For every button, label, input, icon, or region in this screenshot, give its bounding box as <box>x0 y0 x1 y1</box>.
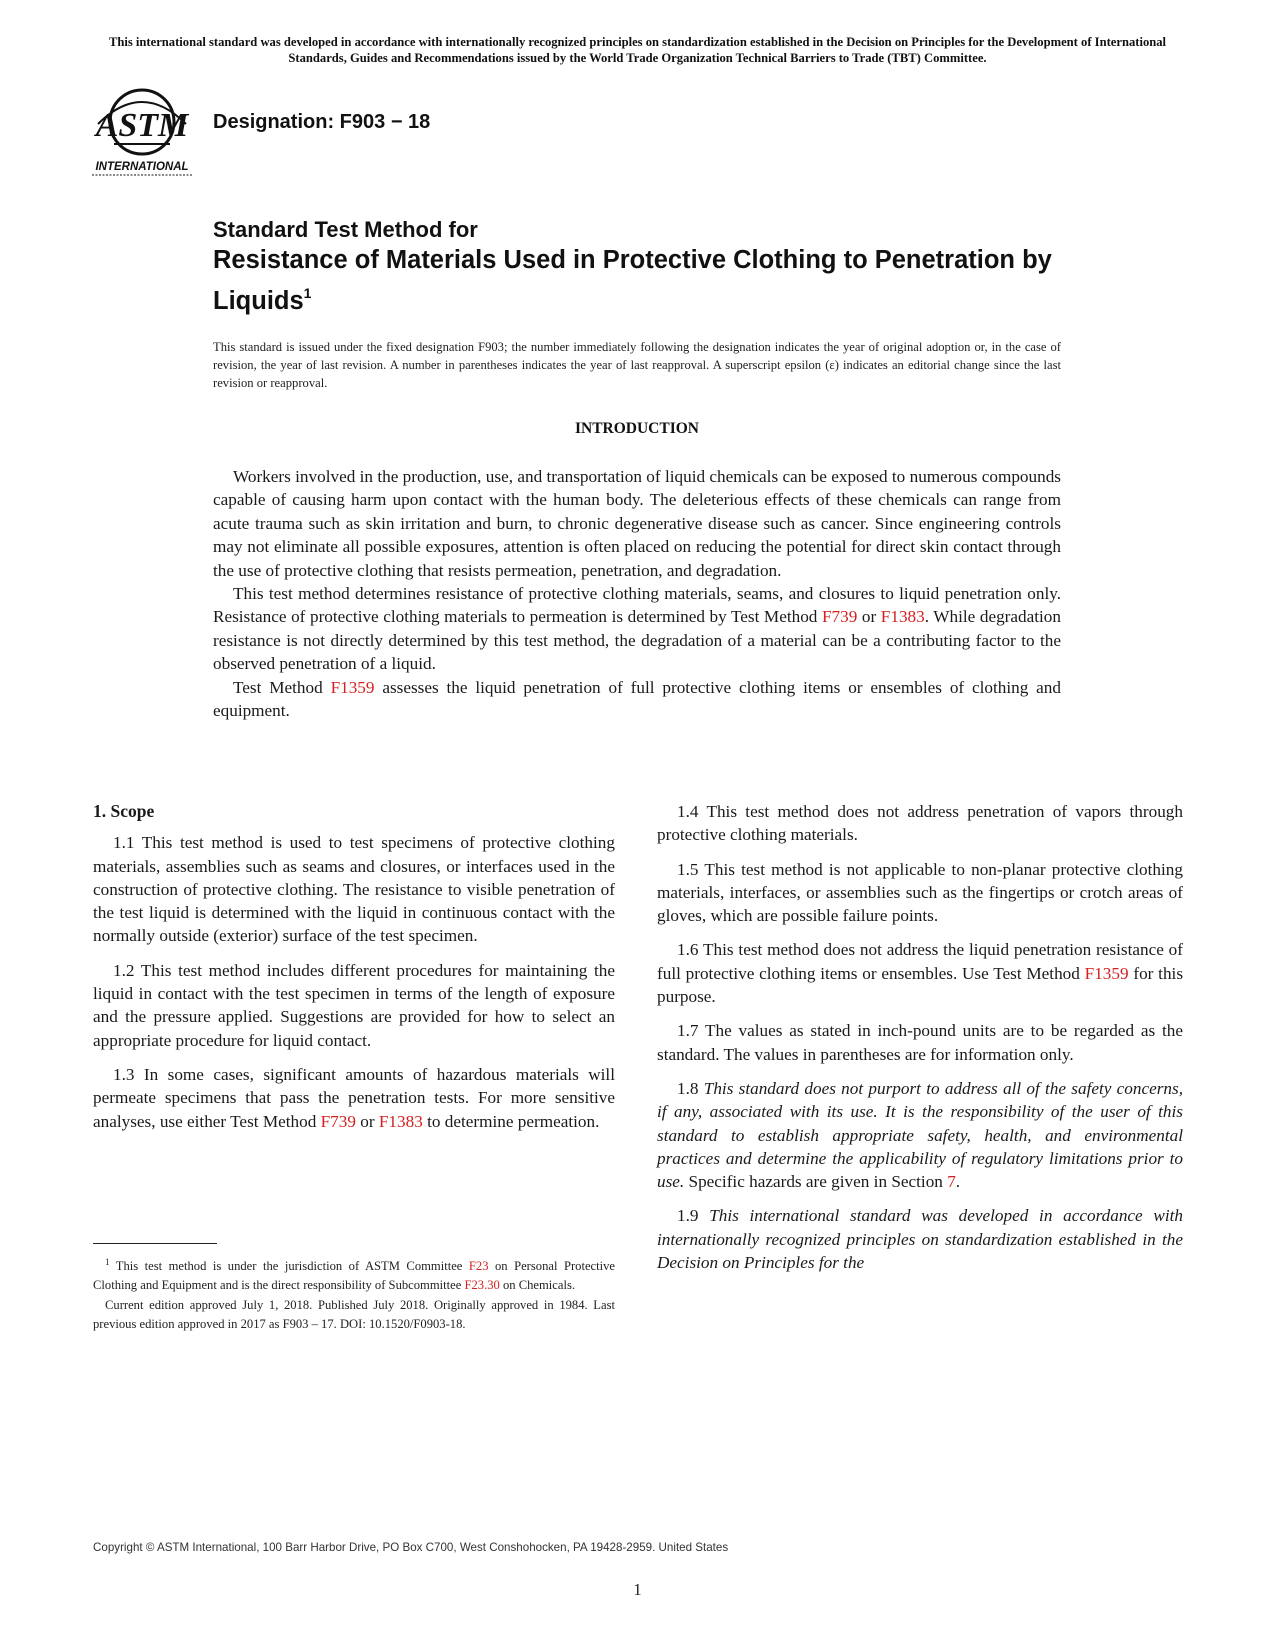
introduction-heading: INTRODUCTION <box>574 420 699 437</box>
footnotes <box>93 1253 615 1335</box>
footnote-1: $^1$ This test method is under the jurisdiction of ASTM Committee F23 on Personal Protective Clothing and Equipment and is the direct responsibility of Subcommittee F23.30 on Chemicals. <box>93 1257 616 1292</box>
ref-link-f1359[interactable]: F1359 <box>1084 963 1129 983</box>
ref-link-f23[interactable]: F23 <box>468 1259 489 1274</box>
title-line-1: Standard Test Method for <box>213 217 478 242</box>
footnote-divider <box>93 1243 217 1244</box>
logo-letters: ASTM <box>95 107 189 144</box>
section-1-7: 1.7 The values as stated in inch-pound units are to be regarded as the standard. The values in parentheses are for information only. <box>657 1021 1183 1064</box>
intro-paragraph-3: Test Method F1359 assesses the liquid penetration of full protective clothing items or ensembles of clothing and equipment. <box>213 677 1061 721</box>
title-main: Resistance of Materials Used in Protective Clothing to Penetration by Liquids <box>213 246 1052 315</box>
ref-link-f23-30[interactable]: F23.30 <box>464 1277 500 1292</box>
introduction <box>213 465 1061 722</box>
ref-link-f739[interactable]: F739 <box>320 1111 356 1131</box>
page-number: 1 <box>633 1580 642 1599</box>
designation: Designation: F903 − 18 <box>213 111 431 133</box>
issue-note: This standard is issued under the fixed designation F903; the number immediately following the designation indicates the year of original adoption or, in the case of revision, the year of last revision. A number in parentheses indicates the year of last reapproval. A superscript epsilon (ε) indicates an editorial change since the last revision or reapproval. <box>213 340 1061 390</box>
left-column <box>93 800 615 1144</box>
top-notice: This international standard was developed in accordance with internationally recognized principles on standardization established in the Decision on Principles for the Development of International Standards, Guides and Recommendations issued by the World Trade Organization Technical Barriers to Trade (TBT) Committee. <box>108 35 1167 65</box>
footnote-edition: Current edition approved July 1, 2018. Published July 2018. Originally approved in 1984. Last previous edition approved in 2017 as F903 – 17. DOI: 10.1520/F0903-18. <box>93 1298 615 1331</box>
section-1-2: 1.2 This test method includes different procedures for maintaining the liquid in contact with the test specimen in terms of the length of exposure and the pressure applied. Suggestions are provided for how to select an appropriate procedure for liquid contact. <box>93 960 615 1050</box>
section-1-8: 1.8 This standard does not purport to address all of the safety concerns, if any, associated with its use. It is the responsibility of the user of this standard to establish appropriate safety, health, and environmental practices and determine the applicability of regulatory limitations prior to use. Specific hazards are given in Section 7. <box>657 1078 1184 1192</box>
section-1-9: 1.9 This international standard was developed in accordance with internationally recognized principles on standardization established in the Decision on Principles for the <box>657 1206 1183 1273</box>
section-1-4: 1.4 This test method does not address penetration of vapors through protective clothing materials. <box>657 802 1183 845</box>
section-1-3: 1.3 In some cases, significant amounts of hazardous materials will permeate specimens that pass the penetration tests. For more sensitive analyses, use either Test Method F739 or F1383 to determine permeation. <box>93 1064 615 1131</box>
astm-logo <box>92 86 196 178</box>
title-line-2 <box>213 244 1113 318</box>
ref-link-section-7[interactable]: 7 <box>947 1172 956 1192</box>
title-footnote-mark: 1 <box>303 285 312 301</box>
ref-link-f1383[interactable]: F1383 <box>378 1111 423 1131</box>
document-title <box>213 216 1113 318</box>
section-1-6: 1.6 This test method does not address the liquid penetration resistance of full protective clothing items or ensembles. Use Test Method F1359 for this purpose. <box>657 940 1184 1007</box>
right-column <box>657 800 1183 1285</box>
section-1-1: 1.1 This test method is used to test specimens of protective clothing materials, assemblies such as seams and closures, or interfaces used in the construction of protective clothing. The resistance to visible penetration of the test liquid is determined with the liquid in continuous contact with the normally outside (exterior) surface of the test specimen. <box>93 833 615 946</box>
copyright-notice: Copyright © ASTM International, 100 Barr Harbor Drive, PO Box C700, West Conshohocken, PA 19428-2959. United States <box>93 1541 729 1554</box>
intro-paragraph-2: This test method determines resistance of protective clothing materials, seams, and closures to liquid penetration only. Resistance of protective clothing materials to permeation is determined by Test Method F739 or F1383. While degradation resistance is not directly determined by this test method, the degradation of a material can be a contributing factor to the observed penetration of a liquid. <box>213 584 1061 674</box>
section-heading-scope: 1. Scope <box>93 801 155 821</box>
logo-subtitle: INTERNATIONAL <box>95 161 189 173</box>
section-1-5: 1.5 This test method is not applicable to non-planar protective clothing materials, interfaces, or assemblies such as the fingertips or crotch areas of gloves, which are possible failure points. <box>657 859 1183 926</box>
ref-link-f1359[interactable]: F1359 <box>330 677 375 697</box>
ref-link-f1383[interactable]: F1383 <box>880 607 925 627</box>
intro-paragraph-1: Workers involved in the production, use, and transportation of liquid chemicals can be exposed to numerous compounds capable of causing harm upon contact with the human body. The deleterious effects of these chemicals can range from acute trauma such as skin irritation and burn, to chronic degenerative disease such as cancer. Since engineering controls may not eliminate all possible exposures, attention is often placed on reducing the potential for direct skin contact through the use of protective clothing that resists permeation, penetration, and degradation. <box>213 467 1061 580</box>
ref-link-f739[interactable]: F739 <box>821 607 858 627</box>
